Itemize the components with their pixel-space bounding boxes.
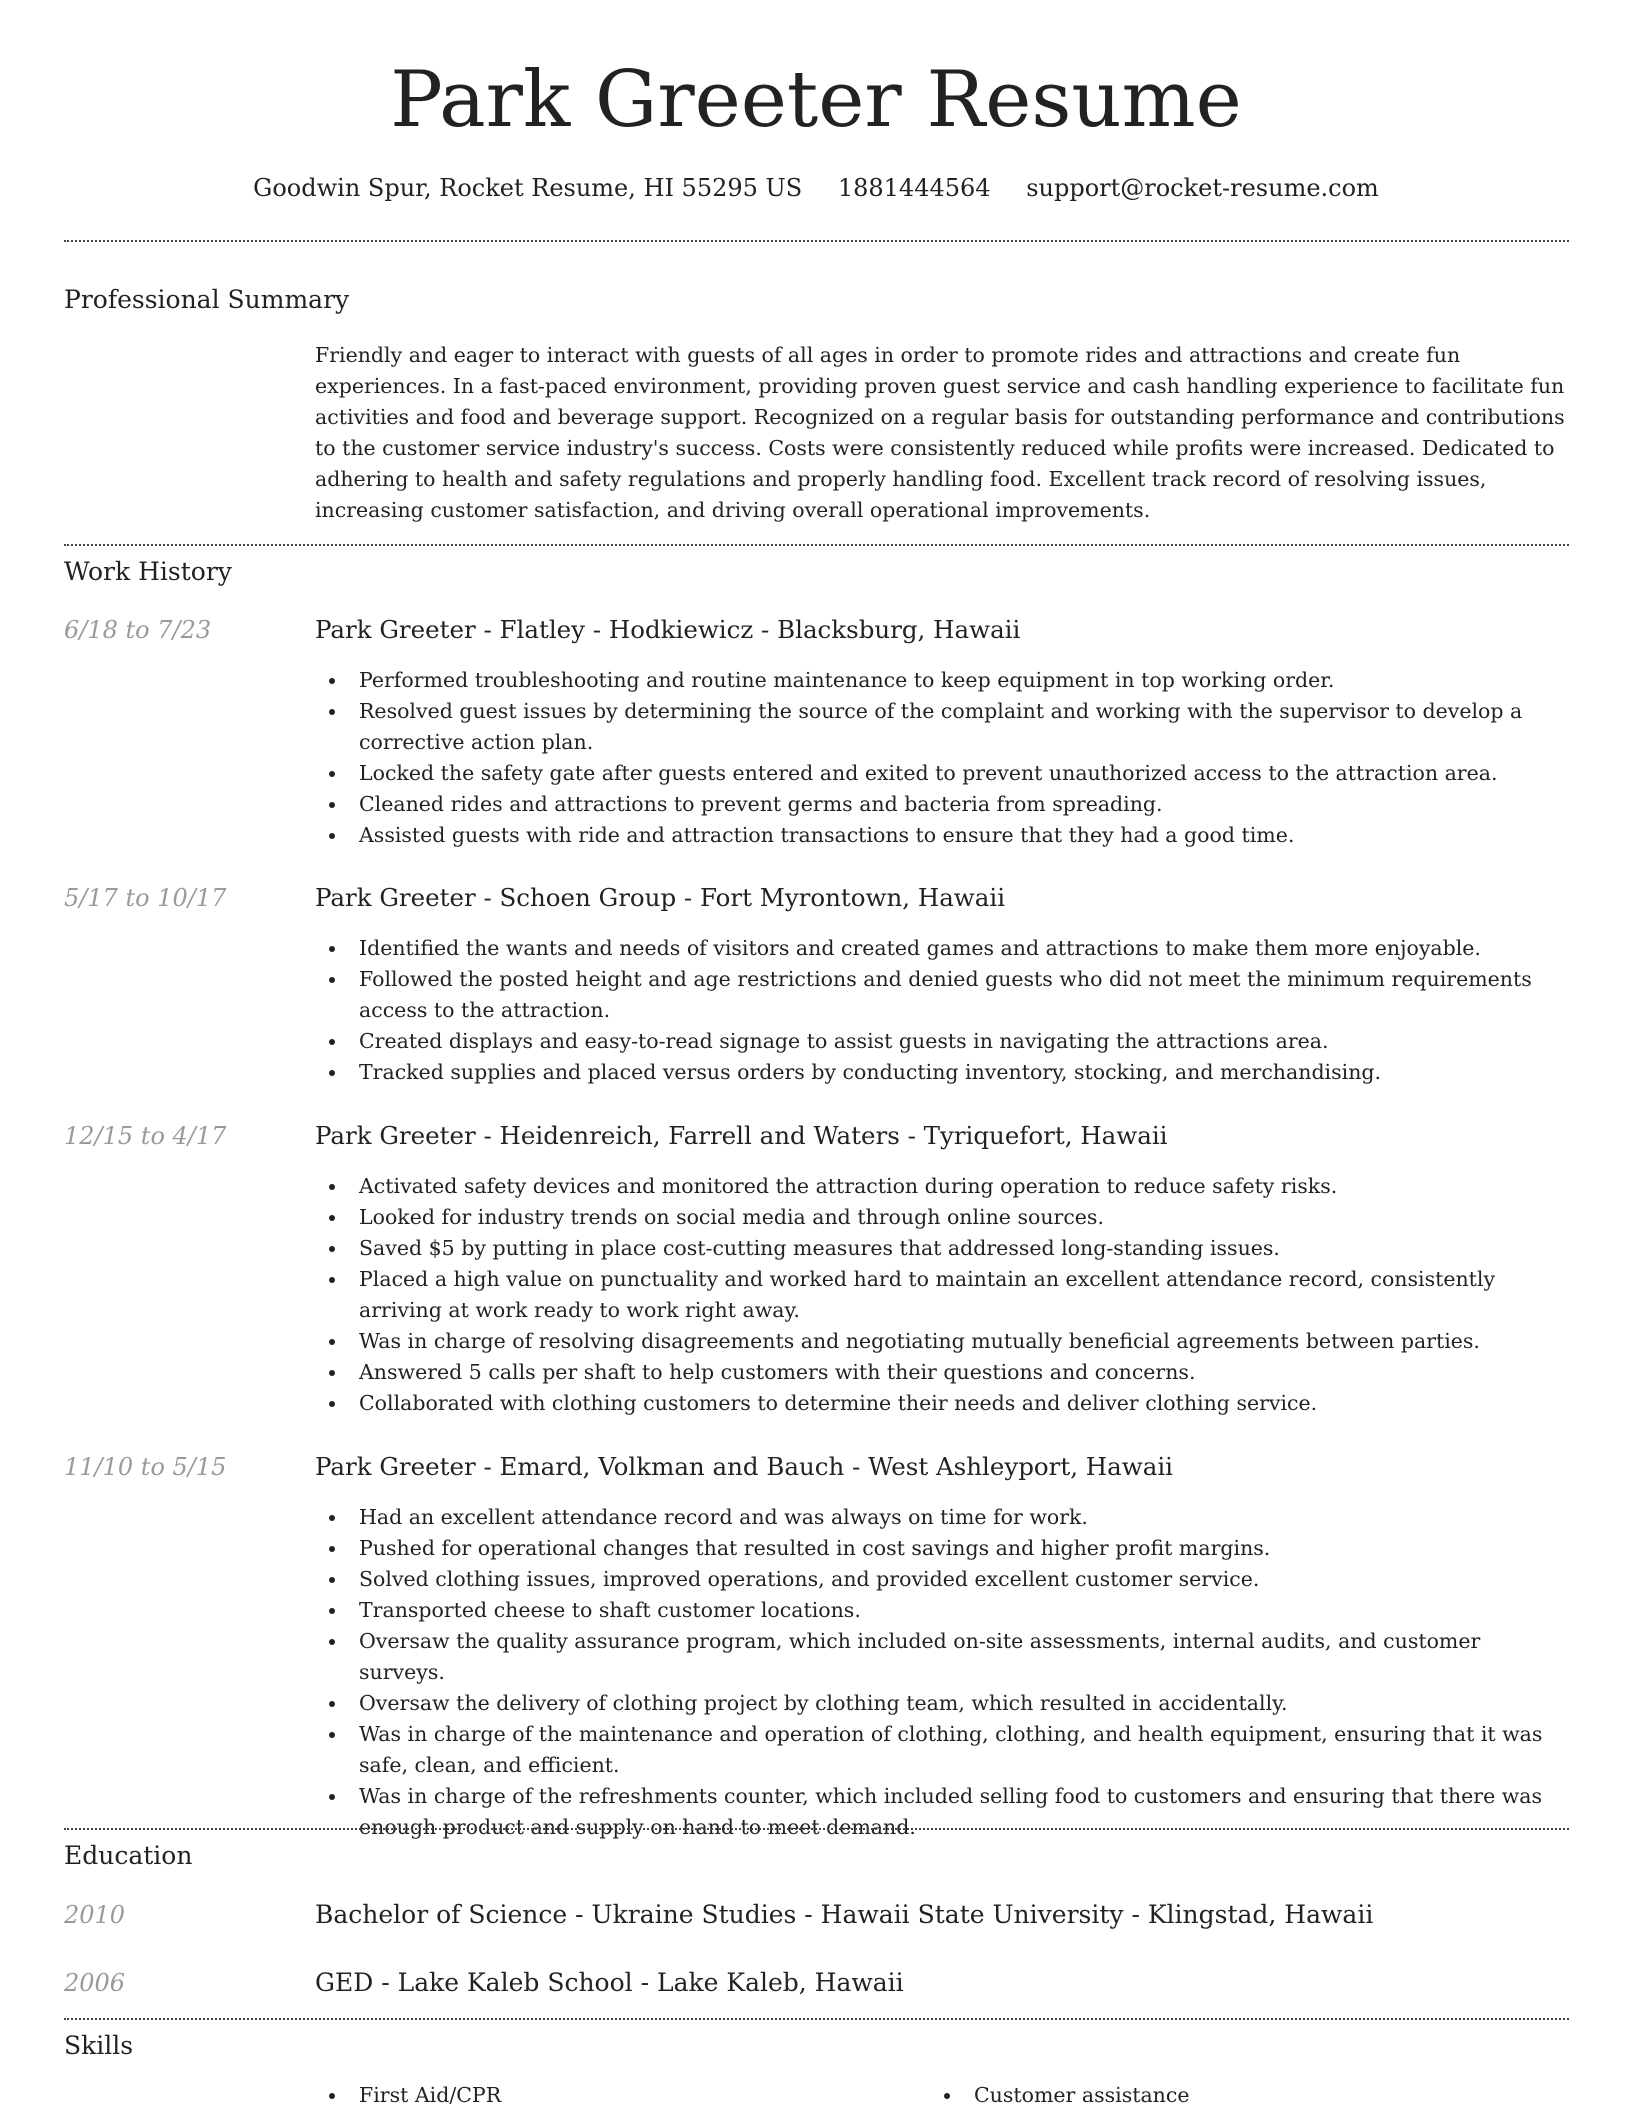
skills-list-right [930, 2080, 1530, 2111]
list-item: Created displays and easy-to-read signage to assist guests in navigating the attractions area. [315, 1026, 1565, 1057]
list-item: Assisted guests with ride and attraction transactions to ensure that they had a good time. [315, 820, 1565, 851]
list-item: Locked the safety gate after guests entered and exited to prevent unauthorized access to the attraction area. [315, 758, 1565, 789]
education-year: 2010 [64, 1901, 126, 1929]
list-item: Was in charge of the maintenance and operation of clothing, clothing, and health equipment, ensuring that it was safe, clean, and efficient. [315, 1719, 1565, 1781]
list-item: Cleaned rides and attractions to prevent germs and bacteria from spreading. [315, 789, 1565, 820]
skill-item: Customer assistance [930, 2080, 1530, 2111]
list-item: Activated safety devices and monitored the attraction during operation to reduce safety risks. [315, 1171, 1565, 1202]
job-title: Park Greeter - Flatley - Hodkiewicz - Blacksburg, Hawaii [315, 615, 1021, 644]
list-item: Oversaw the quality assurance program, which included on-site assessments, internal audits, and customer surveys. [315, 1626, 1565, 1688]
section-divider [64, 240, 1569, 242]
list-item: Performed troubleshooting and routine maintenance to keep equipment in top working order. [315, 665, 1565, 696]
list-item: Resolved guest issues by determining the source of the complaint and working with the supervisor to develop a corrective action plan. [315, 696, 1565, 758]
job-bullets [315, 1502, 1565, 1843]
job-dates: 12/15 to 4/17 [64, 1122, 227, 1150]
section-title-education: Education [64, 1841, 193, 1870]
skill-item: First Aid/CPR [315, 2080, 915, 2111]
list-item: Placed a high value on punctuality and worked hard to maintain an excellent attendance record, consistently arriving at work ready to work right away. [315, 1264, 1565, 1326]
page-title: Park Greeter Resume [390, 55, 1242, 145]
section-divider [64, 2018, 1569, 2020]
education-year: 2006 [64, 1969, 126, 1997]
section-title-skills: Skills [64, 2031, 134, 2060]
list-item: Pushed for operational changes that resulted in cost savings and higher profit margins. [315, 1533, 1565, 1564]
list-item: Followed the posted height and age restrictions and denied guests who did not meet the minimum requirements access to the attraction. [315, 964, 1565, 1026]
job-title: Park Greeter - Schoen Group - Fort Myrontown, Hawaii [315, 883, 1006, 912]
contact-address: Goodwin Spur, Rocket Resume, HI 55295 US [253, 174, 803, 202]
contact-phone: 1881444564 [837, 174, 991, 202]
job-bullets [315, 933, 1565, 1088]
job-dates: 6/18 to 7/23 [64, 616, 212, 644]
list-item: Identified the wants and needs of visitors and created games and attractions to make them more enjoyable. [315, 933, 1565, 964]
section-divider [64, 544, 1569, 546]
list-item: Transported cheese to shaft customer locations. [315, 1595, 1565, 1626]
list-item: Collaborated with clothing customers to determine their needs and deliver clothing service. [315, 1388, 1565, 1419]
skills-list-left [315, 2080, 915, 2111]
section-title-summary: Professional Summary [64, 285, 350, 314]
job-dates: 11/10 to 5/15 [64, 1453, 227, 1481]
job-title: Park Greeter - Heidenreich, Farrell and Waters - Tyriquefort, Hawaii [315, 1121, 1168, 1150]
contact-email: support@rocket-resume.com [1026, 174, 1379, 202]
list-item: Had an excellent attendance record and was always on time for work. [315, 1502, 1565, 1533]
job-title: Park Greeter - Emard, Volkman and Bauch - West Ashleyport, Hawaii [315, 1452, 1174, 1481]
job-bullets [315, 1171, 1565, 1419]
summary-text: Friendly and eager to interact with guests of all ages in order to promote rides and attractions and create fun experiences. In a fast-paced environment, providing proven guest service and cash handling experience to facilitate fun activities and food and beverage support. Recognized on a regular basis for outstanding performance and contributions to the customer service industry's success. Costs were consistently reduced while profits were increased. Dedicated to adhering to health and safety regulations and properly handling food. Excellent track record of resolving issues, increasing customer satisfaction, and driving overall operational improvements. [315, 343, 1565, 522]
section-divider [64, 1828, 1569, 1830]
list-item: Oversaw the delivery of clothing project by clothing team, which resulted in accidentally. [315, 1688, 1565, 1719]
education-title: Bachelor of Science - Ukraine Studies - Hawaii State University - Klingstad, Hawaii [315, 1900, 1374, 1929]
list-item: Was in charge of resolving disagreements and negotiating mutually beneficial agreements between parties. [315, 1326, 1565, 1357]
list-item: Solved clothing issues, improved operations, and provided excellent customer service. [315, 1564, 1565, 1595]
list-item: Tracked supplies and placed versus orders by conducting inventory, stocking, and merchandising. [315, 1057, 1565, 1088]
list-item: Answered 5 calls per shaft to help customers with their questions and concerns. [315, 1357, 1565, 1388]
job-dates: 5/17 to 10/17 [64, 884, 227, 912]
job-bullets [315, 665, 1565, 851]
list-item: Saved $5 by putting in place cost-cutting measures that addressed long-standing issues. [315, 1233, 1565, 1264]
list-item: Looked for industry trends on social media and through online sources. [315, 1202, 1565, 1233]
education-title: GED - Lake Kaleb School - Lake Kaleb, Hawaii [315, 1968, 904, 1997]
list-item: Was in charge of the refreshments counter, which included selling food to customers and ensuring that there was enough product and supply on hand to meet demand. [315, 1781, 1565, 1843]
section-title-work: Work History [64, 557, 232, 586]
contact-info [0, 170, 1632, 206]
